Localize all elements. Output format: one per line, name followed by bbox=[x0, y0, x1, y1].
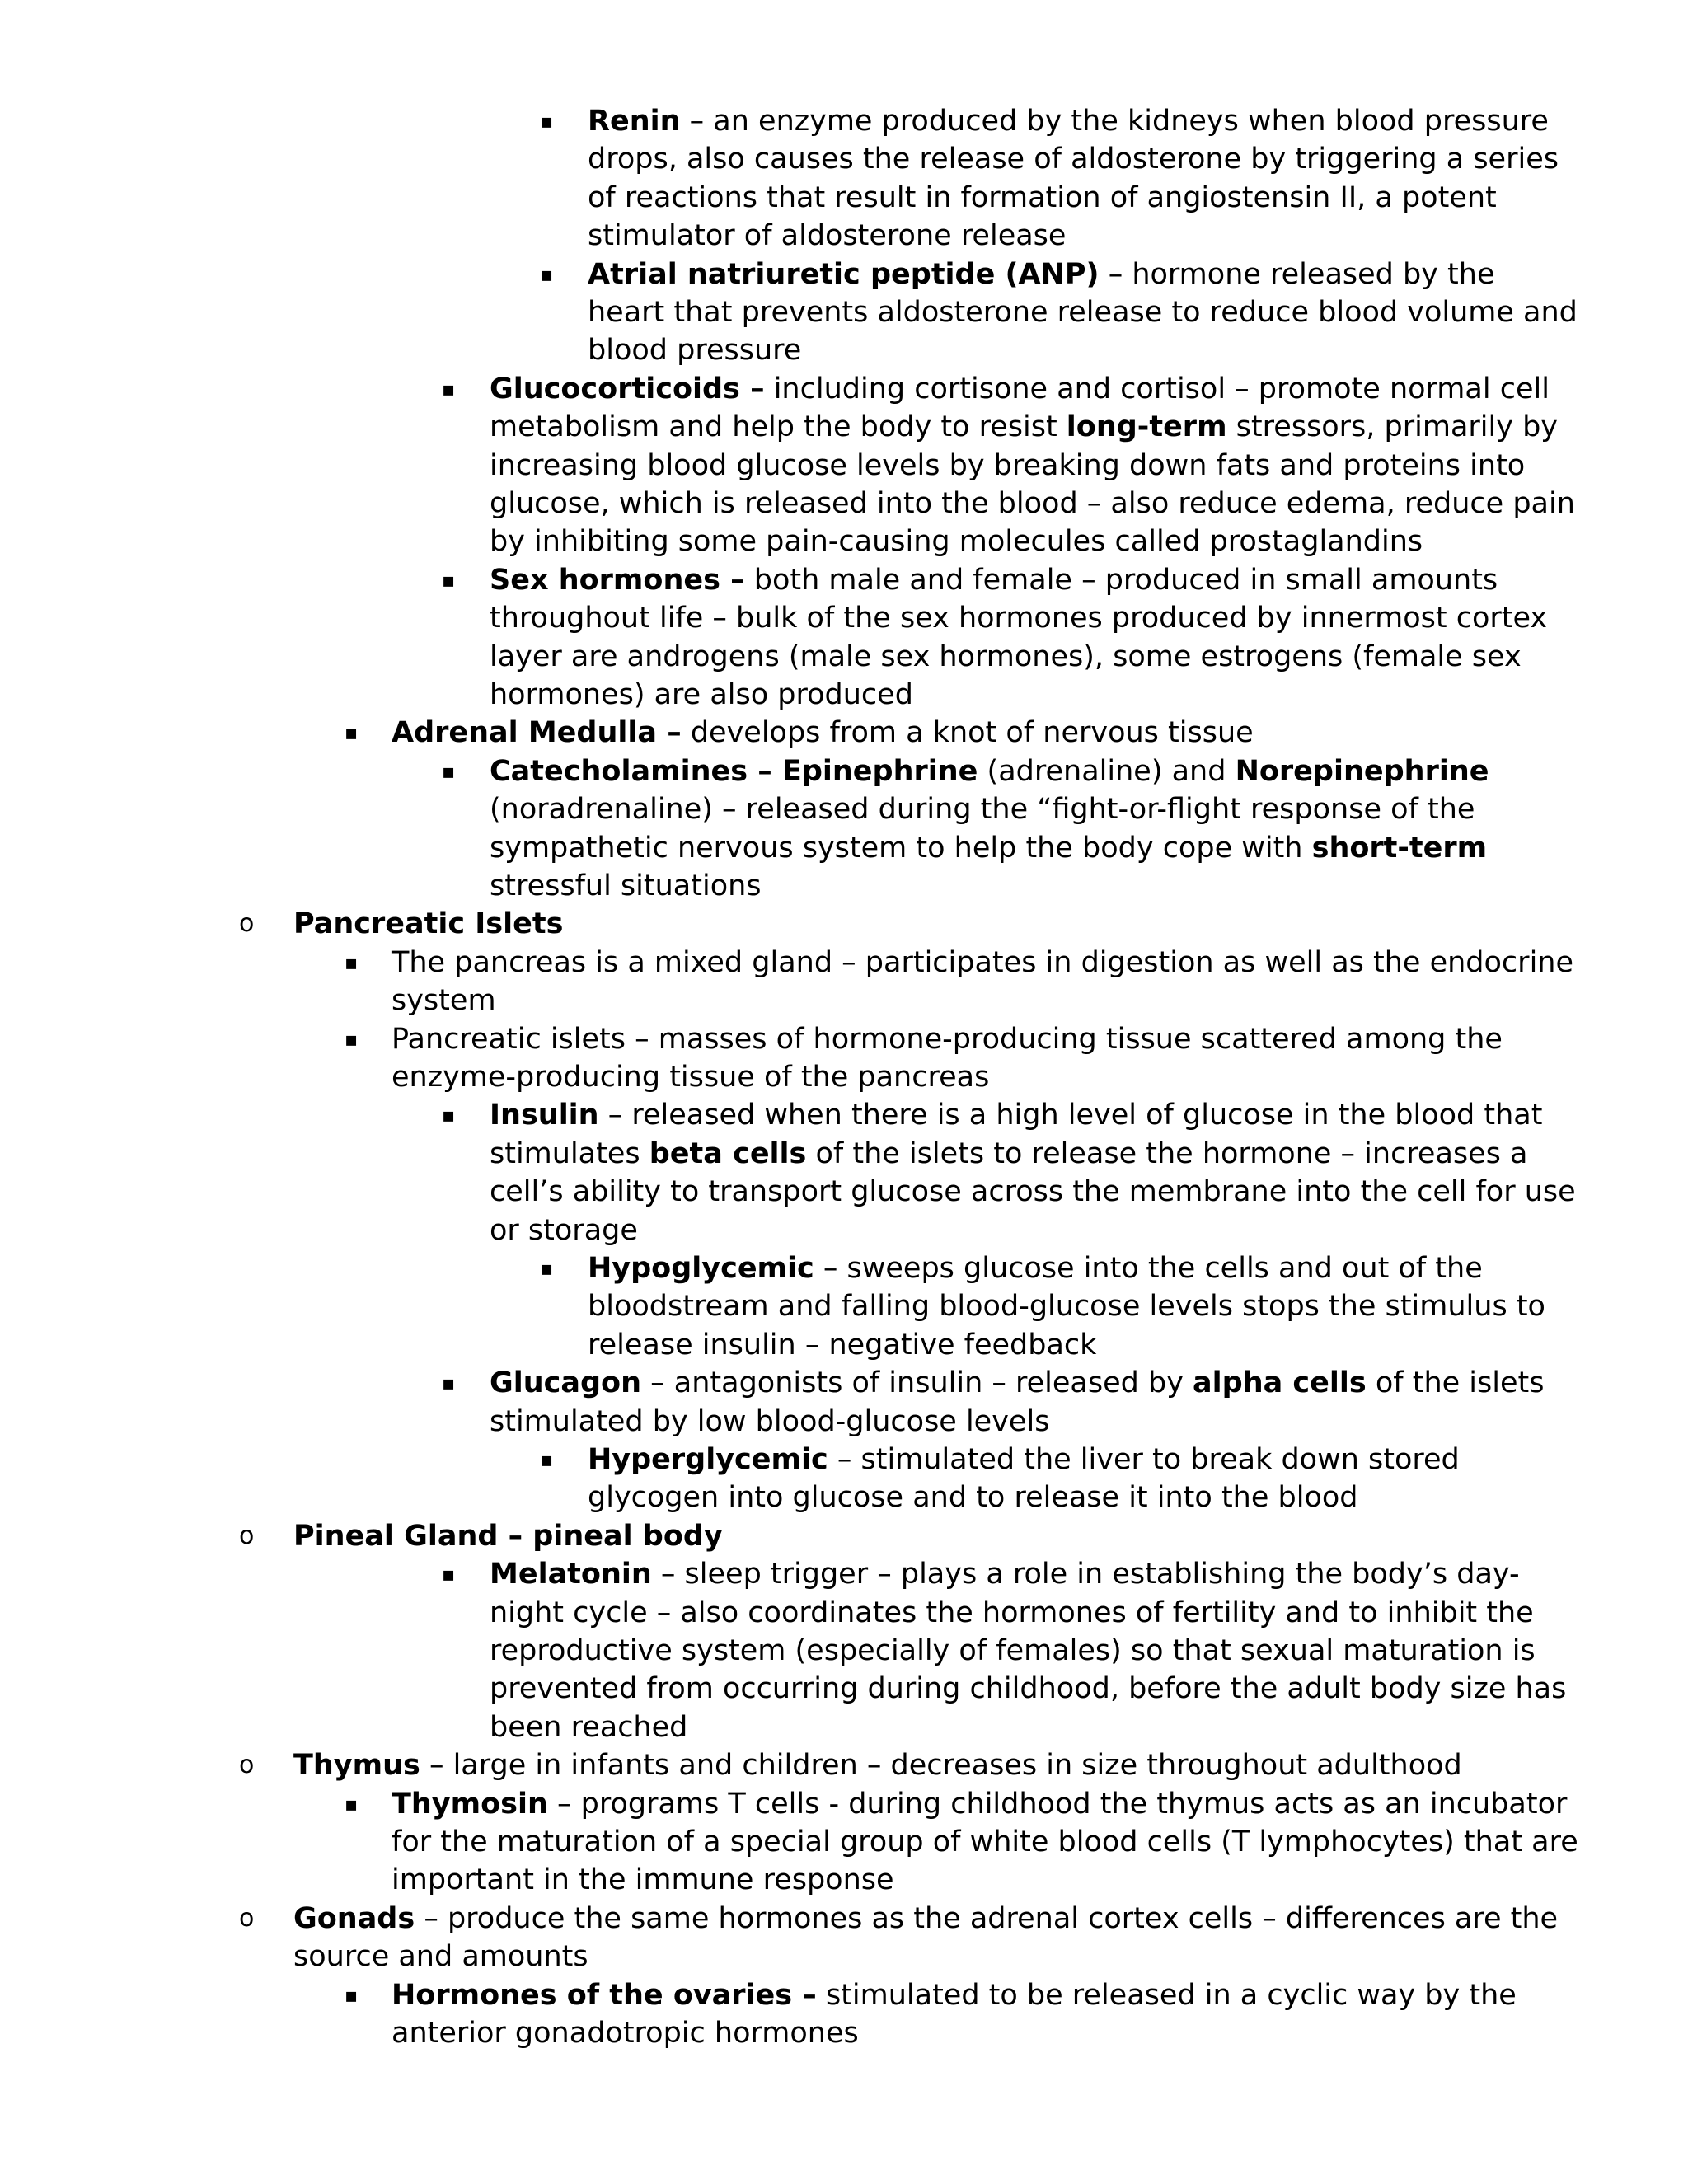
bold-term: Hyperglycemic bbox=[588, 1443, 828, 1476]
list-item-glucagon bbox=[490, 1364, 1579, 1441]
bold-term: Sex hormones – bbox=[490, 563, 745, 597]
item-text: – sweeps glucose into the cells and out of the bloodstream and falling blood-glucose levels stops the stimulus to release insulin – negative feedback bbox=[588, 1252, 1545, 1361]
bold-term: Atrial natriuretic peptide (ANP) bbox=[588, 257, 1100, 291]
bold-term: Glucocorticoids – bbox=[490, 372, 765, 405]
list-item-insulin bbox=[490, 1096, 1579, 1249]
item-text: of the islets to release the hormone – increases a cell’s ability to transport glucose across the membrane into the cell for use or storage bbox=[490, 1137, 1576, 1247]
bold-term: long-term bbox=[1066, 410, 1227, 444]
item-text: – hormone released by the heart that prevents aldosterone release to reduce blood volume and blood pressure bbox=[588, 257, 1578, 368]
item-text: – sleep trigger – plays a role in establishing the body’s day-night cycle – also coordinates the hormones of fertility and to inhibit the reproductive system (especially of females) so that sexual maturation is prevented from occurring during childhood, before the adult body size has been reached bbox=[490, 1558, 1567, 1744]
list-item-catecholamines bbox=[490, 752, 1579, 906]
bold-term: alpha cells bbox=[1193, 1366, 1367, 1400]
bold-term: Insulin bbox=[490, 1099, 599, 1132]
square-bullet-icon: ▪ bbox=[540, 1257, 554, 1280]
square-bullet-icon: ▪ bbox=[345, 1983, 359, 2007]
bold-term: Renin bbox=[588, 105, 681, 138]
square-bullet-icon: ▪ bbox=[442, 377, 456, 401]
bold-term: Pancreatic Islets bbox=[293, 907, 564, 941]
bold-term: Melatonin bbox=[490, 1558, 652, 1591]
list-item-adrenal-medulla bbox=[392, 714, 1579, 752]
item-text: – an enzyme produced by the kidneys when blood pressure drops, also causes the release of aldosterone by triggering a series of reactions that result in formation of angiostensin II, a potent stimulator of aldosterone release bbox=[588, 105, 1559, 253]
item-text: – large in infants and children – decreases in size throughout adulthood bbox=[420, 1749, 1462, 1783]
square-bullet-icon: ▪ bbox=[540, 262, 554, 286]
item-text: including cortisone and cortisol – promote normal cell metabolism and help the body to resist bbox=[490, 372, 1550, 444]
list-item-thymus bbox=[293, 1746, 1579, 1784]
item-text: stressful situations bbox=[490, 869, 762, 903]
bold-term: Catecholamines – Epinephrine bbox=[490, 754, 978, 788]
bold-term: Thymosin bbox=[392, 1787, 548, 1821]
bold-term: Norepinephrine bbox=[1235, 754, 1489, 788]
item-text: – antagonists of insulin – released by bbox=[641, 1366, 1193, 1400]
square-bullet-icon: ▪ bbox=[442, 1104, 456, 1127]
bold-term: Pineal Gland – pineal body bbox=[293, 1519, 723, 1553]
item-text: stressors, primarily by increasing blood glucose levels by breaking down fats and proteins into glucose, which is released into the blood – also reduce edema, reduce pain by inhibiting some pain-causing molecules called prostaglandins bbox=[490, 410, 1575, 559]
square-bullet-icon: ▪ bbox=[442, 759, 456, 783]
item-text: The pancreas is a mixed gland – participates in digestion as well as the endocrine system bbox=[392, 945, 1574, 1018]
list-item-islets-def bbox=[392, 1020, 1579, 1097]
square-bullet-icon: ▪ bbox=[345, 1792, 359, 1816]
item-text: develops from a knot of nervous tissue bbox=[681, 716, 1254, 750]
bold-term: Hormones of the ovaries – bbox=[392, 1978, 817, 2012]
list-item-sex-hormones bbox=[490, 561, 1579, 715]
item-text: – stimulated the liver to break down stored glycogen into glucose and to release it into the blood bbox=[588, 1443, 1460, 1515]
item-text: – programs T cells - during childhood the thymus acts as an incubator for the maturation of a special group of white blood cells (T lymphocytes) that are important in the immune response bbox=[392, 1787, 1578, 1897]
item-text: (noradrenaline) – released during the “fight-or-flight response of the sympathetic nervous system to help the body cope with bbox=[490, 793, 1475, 865]
bold-term: Thymus bbox=[293, 1749, 420, 1783]
square-bullet-icon: ▪ bbox=[345, 1027, 359, 1051]
list-item-pancreatic-islets bbox=[293, 905, 1579, 943]
list-item-glucocorticoids bbox=[490, 370, 1579, 561]
list-item-melatonin bbox=[490, 1555, 1579, 1746]
square-bullet-icon: ▪ bbox=[345, 721, 359, 745]
square-bullet-icon: ▪ bbox=[540, 110, 554, 133]
item-text: Pancreatic islets – masses of hormone-producing tissue scattered among the enzyme-producing tissue of the pancreas bbox=[392, 1022, 1503, 1094]
list-item-pineal-gland bbox=[293, 1517, 1579, 1555]
square-bullet-icon: ▪ bbox=[442, 568, 456, 592]
bold-term: Gonads bbox=[293, 1901, 415, 1935]
circle-bullet-icon: o bbox=[239, 909, 255, 939]
bold-term: Glucagon bbox=[490, 1366, 642, 1400]
list-item-hyperglycemic bbox=[588, 1441, 1579, 1517]
list-item-renin bbox=[588, 102, 1579, 255]
list-item-gonads bbox=[293, 1900, 1579, 1976]
item-text: of the islets stimulated by low blood-glucose levels bbox=[490, 1366, 1545, 1438]
item-text: (adrenaline) and bbox=[978, 754, 1236, 788]
bold-term: beta cells bbox=[649, 1137, 807, 1170]
item-text: both male and female – produced in small amounts throughout life – bulk of the sex hormones produced by innermost cortex layer are androgens (male sex hormones), some estrogens (female sex hormones) are also produced bbox=[490, 563, 1548, 712]
bold-term: Adrenal Medulla – bbox=[392, 716, 682, 750]
bold-term: Hypoglycemic bbox=[588, 1252, 814, 1285]
square-bullet-icon: ▪ bbox=[442, 1371, 456, 1395]
list-item-thymosin bbox=[392, 1785, 1579, 1900]
list-item-hypoglycemic bbox=[588, 1249, 1579, 1364]
square-bullet-icon: ▪ bbox=[540, 1448, 554, 1471]
item-text: – released when there is a high level of glucose in the blood that stimulates bbox=[490, 1099, 1543, 1170]
list-item-ovaries bbox=[392, 1976, 1579, 2053]
circle-bullet-icon: o bbox=[239, 1521, 255, 1550]
circle-bullet-icon: o bbox=[239, 1750, 255, 1780]
list-item-anp bbox=[588, 255, 1579, 370]
square-bullet-icon: ▪ bbox=[345, 950, 359, 974]
circle-bullet-icon: o bbox=[239, 1903, 255, 1933]
list-item-mixed-gland bbox=[392, 944, 1579, 1020]
item-text: stimulated to be released in a cyclic way by the anterior gonadotropic hormones bbox=[392, 1978, 1517, 2050]
item-text: – produce the same hormones as the adrenal cortex cells – differences are the source and amounts bbox=[293, 1901, 1559, 1974]
bold-term: short-term bbox=[1311, 831, 1488, 865]
square-bullet-icon: ▪ bbox=[442, 1563, 456, 1586]
